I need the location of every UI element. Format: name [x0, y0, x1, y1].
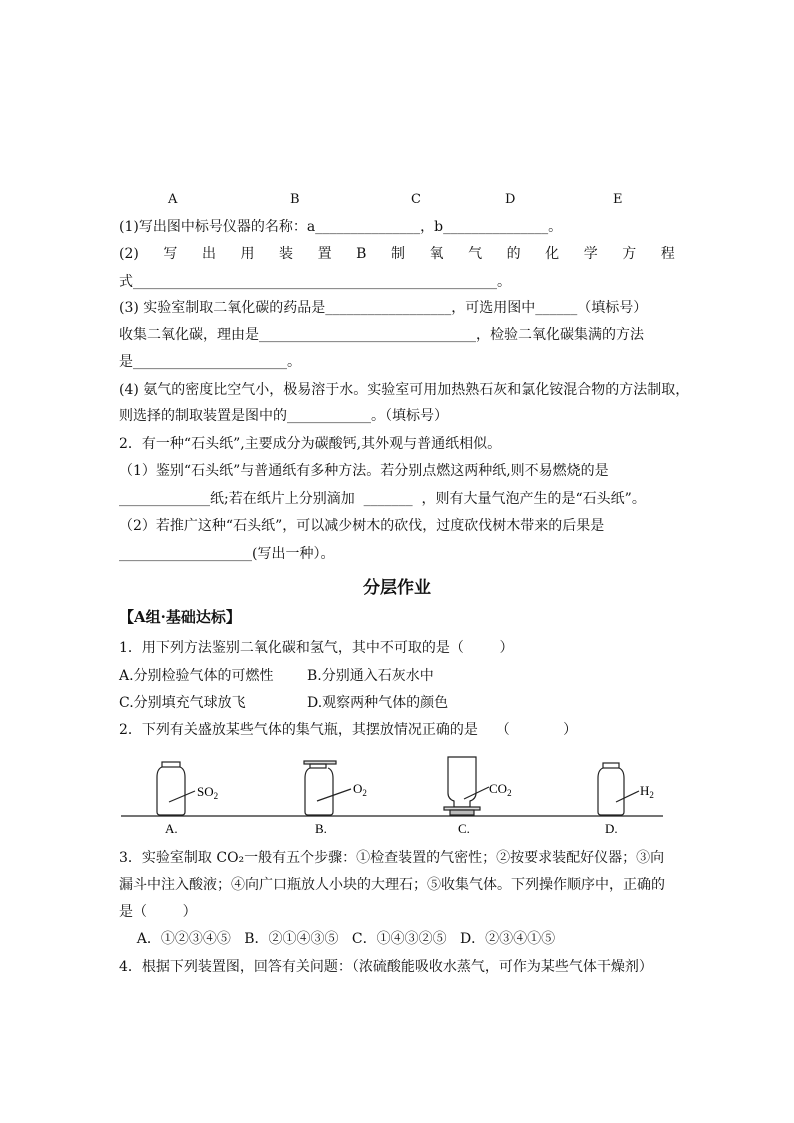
bottle-a-neck: [162, 762, 180, 767]
bottle-d-neck: [603, 763, 619, 768]
q1-part2-char: 气: [468, 246, 483, 262]
mc3-stem-line2: 漏斗中注入酸液；④向广口瓶放人小块的大理石；⑤收集气体。下列操作顺序中，正确的: [119, 877, 665, 893]
q1-part2-char: 写: [163, 246, 178, 262]
bottle-b-letter: B.: [315, 821, 327, 836]
mc1-stem: 1．用下列方法鉴别二氧化碳和氢气，其中不可取的是（ ）: [119, 640, 514, 656]
q1-part2-char: 化: [545, 246, 560, 262]
q1-part2-char: 装: [279, 246, 294, 262]
bottle-c-letter: C.: [458, 821, 470, 836]
apparatus-label-c: C: [411, 192, 421, 207]
q1-part2-char: 的: [506, 246, 521, 262]
q1-part3-line2: 收集二氧化碳，理由是_______________________________，检验二氧化碳集满的方法: [119, 327, 644, 343]
q1-part2-char: 程: [660, 246, 675, 262]
q1-part2-char: 学: [583, 246, 598, 262]
bottle-c-gas-label: $CO_2$: [489, 781, 512, 798]
apparatus-label-a: A: [168, 192, 178, 207]
bottle-a-pointer: [169, 791, 195, 802]
q1-part1: (1)写出图中标号仪器的名称：a_______________，b_______________。: [119, 219, 563, 235]
mc3-options: A．①②③④⑤ B．②①④③⑤ C．①④③②⑤ D．②③④①⑤: [119, 931, 556, 947]
mc1-option-a: A.分别检验气体的可燃性: [119, 668, 274, 684]
bottle-a-gas-label: $SO_2$: [197, 784, 219, 801]
mc4-stem: 4．根据下列装置图，回答有关问题：（浓硫酸能吸收水蒸气，可作为某些气体干燥剂）: [119, 959, 653, 975]
mc2-stem: 2．下列有关盛放某些气体的集气瓶，其摆放情况正确的是 （ ）: [119, 722, 578, 738]
bottle-a-body: [157, 767, 185, 815]
bottle-d-body: [598, 768, 624, 815]
q2-sub2-line1: （2）若推广这种“石头纸”，可以减少树木的砍伐，过度砍伐树木带来的后果是: [119, 518, 605, 534]
gas-bottle-b: [304, 761, 351, 815]
q1-part2-line2: 式____________________________________________________。: [119, 274, 511, 290]
gas-bottles-figure: [119, 755, 665, 840]
apparatus-label-d: D: [505, 192, 516, 207]
bottle-d-pointer: [616, 791, 639, 802]
mc3-stem-line1: 3．实验室制取 CO₂一般有五个步骤：①检查装置的气密性；②按要求装配好仪器；③向: [119, 850, 665, 866]
q1-part2-char: 氧: [429, 246, 444, 262]
mc1-option-c: C.分别填充气球放飞: [119, 695, 246, 711]
q1-part2-char: 置: [317, 246, 332, 262]
bottle-b-body: [305, 768, 333, 815]
q1-part2-char: 方: [622, 246, 637, 262]
mc1-option-d: D.观察两种气体的颜色: [307, 695, 449, 711]
q2-sub1-line1: （1）鉴别“石头纸”与普通纸有多种方法。若分别点燃这两种纸,则不易燃烧的是: [119, 463, 609, 479]
q1-part3-line3: 是______________________。: [119, 354, 301, 370]
apparatus-label-b: B: [290, 192, 300, 207]
bottle-b-neck: [310, 764, 326, 768]
bottle-b-pointer: [317, 789, 351, 801]
q1-part2-line1: [119, 244, 675, 264]
bottle-b-gas-label: $O_2$: [353, 781, 367, 798]
mc1-option-b: B.分别通入石灰水中: [307, 668, 434, 684]
q1-part3-line1: (3) 实验室制取二氧化碳的药品是__________________，可选用图中______（填标号）: [119, 300, 648, 316]
gas-bottle-d: [598, 763, 639, 815]
q1-part2-char: 制: [390, 246, 405, 262]
bottle-c-base: [450, 810, 474, 815]
bottle-d-gas-label: $H_2$: [640, 783, 654, 800]
q2-sub2-line2: ___________________(写出一种）。: [119, 546, 335, 562]
q1-part2-char: B: [356, 246, 367, 262]
q1-part2-char: 用: [240, 246, 255, 262]
q1-part4-line2: 则选择的制取装置是图中的____________。（填标号）: [119, 408, 448, 424]
bottle-c-body: [448, 757, 476, 807]
gas-bottle-a: [157, 762, 195, 815]
gas-bottle-c: [444, 757, 489, 815]
bottle-d-letter: D.: [605, 821, 618, 836]
q2-intro: 2．有一种“石头纸”,主要成分为碳酸钙,其外观与普通纸相似。: [119, 436, 502, 452]
q1-part2-char: 出: [201, 246, 216, 262]
bottle-a-letter: A.: [165, 821, 178, 836]
apparatus-label-e: E: [613, 192, 623, 207]
q1-part2-char: (2): [119, 246, 139, 262]
mc3-stem-line3: 是（ ）: [119, 904, 197, 920]
section-heading: 【A组·基础达标】: [119, 608, 241, 626]
page-title: 分层作业: [363, 578, 431, 598]
q2-sub1-line2: _____________纸;若在纸片上分别滴加 _______ ，则有大量气泡产生的是“石头纸”。: [119, 491, 646, 507]
q1-part4-line1: (4) 氨气的密度比空气小，极易溶于水。实验室可用加热熟石灰和氯化铵混合物的方法制取，: [119, 382, 690, 398]
